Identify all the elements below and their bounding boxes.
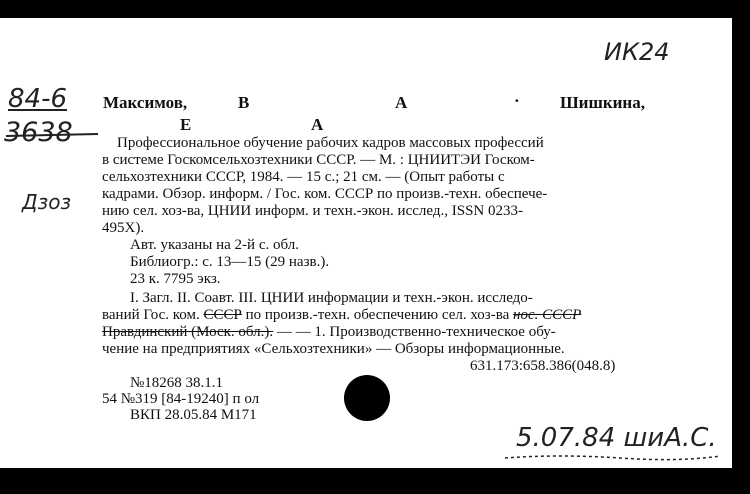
punch-hole [344,375,390,421]
body-line-5: нию сел. хоз-ва, ЦНИИ информ. и техн.-экон. исслед., ISSN 0233- [102,203,523,219]
handwritten-date: 5.07.84 шиА.С. [516,423,717,453]
shelf-mark-top: 84-6 [8,84,68,114]
body-line-11-c: по произв.-техн. обеспечению сел. хоз-ва [245,307,510,323]
body-line-11 [102,307,581,324]
body-line-6: 495X). [102,220,145,236]
body-line-9: 23 к. 7795 экз. [130,271,221,287]
shelf-mark-bottom: 3638 [4,117,73,148]
catalog-card [0,18,732,468]
struck-sssr: СССР [203,307,242,323]
footer-line-3: ВКП 28.05.84 М171 [130,407,257,423]
body-line-1: Профессиональное обучение рабочих кадров массовых профессий [117,135,544,151]
footer-line-1: №18268 38.1.1 [130,375,224,391]
body-line-12 [102,324,556,341]
side-note: Дзоз [22,190,72,214]
body-line-2: в системе Госкомсельхозтехники СССР. — М. : ЦНИИТЭИ Госком- [102,152,535,168]
author-initial-b: В [238,93,250,112]
body-line-10: I. Загл. II. Соавт. III. ЦНИИ информации и техн.-экон. исследо- [130,290,533,306]
body-line-3: сельхозтехники СССР, 1984. — 15 с.; 21 см. — (Опыт работы с [102,169,505,185]
coauthor-name: Шишкина, [560,93,645,112]
author-name: Максимов, [103,93,188,112]
body-line-4: кадрами. Обзор. информ. / Гос. ком. СССР по произв.-техн. обеспече- [102,186,548,202]
udc-code: 631.173:658.386(048.8) [470,358,616,374]
struck-location: Правдинский (Моск. обл.). [102,324,274,340]
body-line-8: Библиогр.: с. 13—15 (29 назв.). [130,254,330,270]
separator-dot: · [514,91,520,110]
struck-handwritten: нос. СССР [513,307,582,323]
coauthor-initial-a: А [311,115,324,134]
date-underline [505,456,720,460]
body-line-7: Авт. указаны на 2-й с. обл. [130,237,299,253]
inventory-number: ИК24 [604,38,670,66]
body-line-11-a: ваний Гос. ком. [102,307,200,323]
body-line-12-b: — — 1. Производственно-техническое обу- [276,324,556,340]
author-initial-a: А [395,93,408,112]
footer-line-2: 54 №319 [84-19240] п ол [102,391,260,407]
coauthor-initial-e: Е [180,115,192,134]
body-line-13: чение на предприятиях «Сельхозтехники» — Обзоры информационные. [102,341,565,357]
